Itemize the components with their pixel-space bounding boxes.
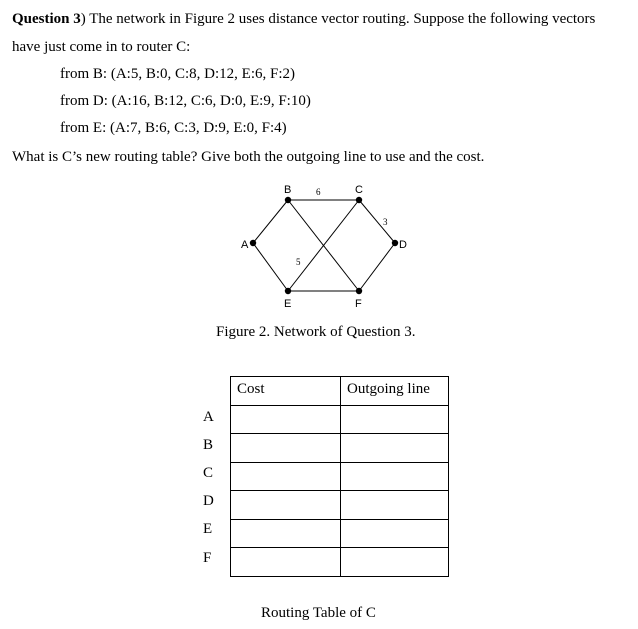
node-label-a: A bbox=[241, 239, 249, 251]
node-label-f: F bbox=[355, 298, 362, 310]
edge-c-d bbox=[359, 200, 395, 243]
cell-cost-a[interactable] bbox=[231, 405, 341, 434]
cell-line-e[interactable] bbox=[341, 519, 449, 548]
node-c bbox=[356, 197, 362, 203]
cell-cost-b[interactable] bbox=[231, 434, 341, 463]
row-label-e: E bbox=[203, 521, 213, 537]
cell-line-c[interactable] bbox=[341, 462, 449, 491]
cell-line-f[interactable] bbox=[341, 548, 449, 577]
row-label-f: F bbox=[203, 550, 212, 566]
row-label-a: A bbox=[203, 409, 214, 425]
row-label-b: B bbox=[203, 437, 214, 453]
question-intro-line2: have just come in to router C: bbox=[12, 39, 191, 55]
vector-from-b: from B: (A:5, B:0, C:8, D:12, E:6, F:2) bbox=[60, 66, 296, 82]
edge-a-b bbox=[253, 200, 288, 243]
cell-line-a[interactable] bbox=[341, 405, 449, 434]
cell-cost-f[interactable] bbox=[231, 548, 341, 577]
vector-from-e: from E: (A:7, B:6, C:3, D:9, E:0, F:4) bbox=[60, 120, 287, 136]
table-row bbox=[231, 405, 449, 434]
routing-table bbox=[230, 376, 449, 577]
figure-caption: Figure 2. Network of Question 3. bbox=[216, 324, 416, 340]
edge-d-f bbox=[359, 243, 395, 291]
table-row bbox=[231, 462, 449, 491]
node-a bbox=[250, 240, 256, 246]
node-label-d: D bbox=[399, 239, 407, 251]
cell-cost-d[interactable] bbox=[231, 491, 341, 520]
table-row bbox=[231, 491, 449, 520]
table-caption: Routing Table of C bbox=[261, 605, 376, 621]
cell-line-b[interactable] bbox=[341, 434, 449, 463]
weight-label-c-e: 5 bbox=[296, 257, 301, 267]
cell-line-d[interactable] bbox=[341, 491, 449, 520]
node-label-b: B bbox=[284, 184, 292, 196]
row-label-c: C bbox=[203, 465, 214, 481]
table-row bbox=[231, 548, 449, 577]
vector-from-d: from D: (A:16, B:12, C:6, D:0, E:9, F:10) bbox=[60, 93, 311, 109]
cell-cost-e[interactable] bbox=[231, 519, 341, 548]
table-row bbox=[231, 519, 449, 548]
header-cost: Cost bbox=[231, 377, 341, 406]
node-b bbox=[285, 197, 291, 203]
header-outgoing-line: Outgoing line bbox=[341, 377, 449, 406]
cell-cost-c[interactable] bbox=[231, 462, 341, 491]
table-row bbox=[231, 434, 449, 463]
node-f bbox=[356, 288, 362, 294]
edge-e-a bbox=[253, 243, 288, 291]
question-intro-text: ) The network in Figure 2 uses distance vector routing. Suppose the following vectors bbox=[80, 11, 596, 27]
question-label: Question 3 bbox=[12, 11, 81, 27]
node-label-c: C bbox=[355, 184, 363, 196]
node-label-e: E bbox=[284, 298, 292, 310]
question-prompt: What is C’s new routing table? Give both the outgoing line to use and the cost. bbox=[12, 149, 485, 165]
weight-label-b-c: 6 bbox=[316, 187, 321, 197]
table-header-row bbox=[231, 377, 449, 406]
row-label-d: D bbox=[203, 493, 214, 509]
weight-label-c-d: 3 bbox=[383, 217, 388, 227]
node-e bbox=[285, 288, 291, 294]
node-d bbox=[392, 240, 398, 246]
